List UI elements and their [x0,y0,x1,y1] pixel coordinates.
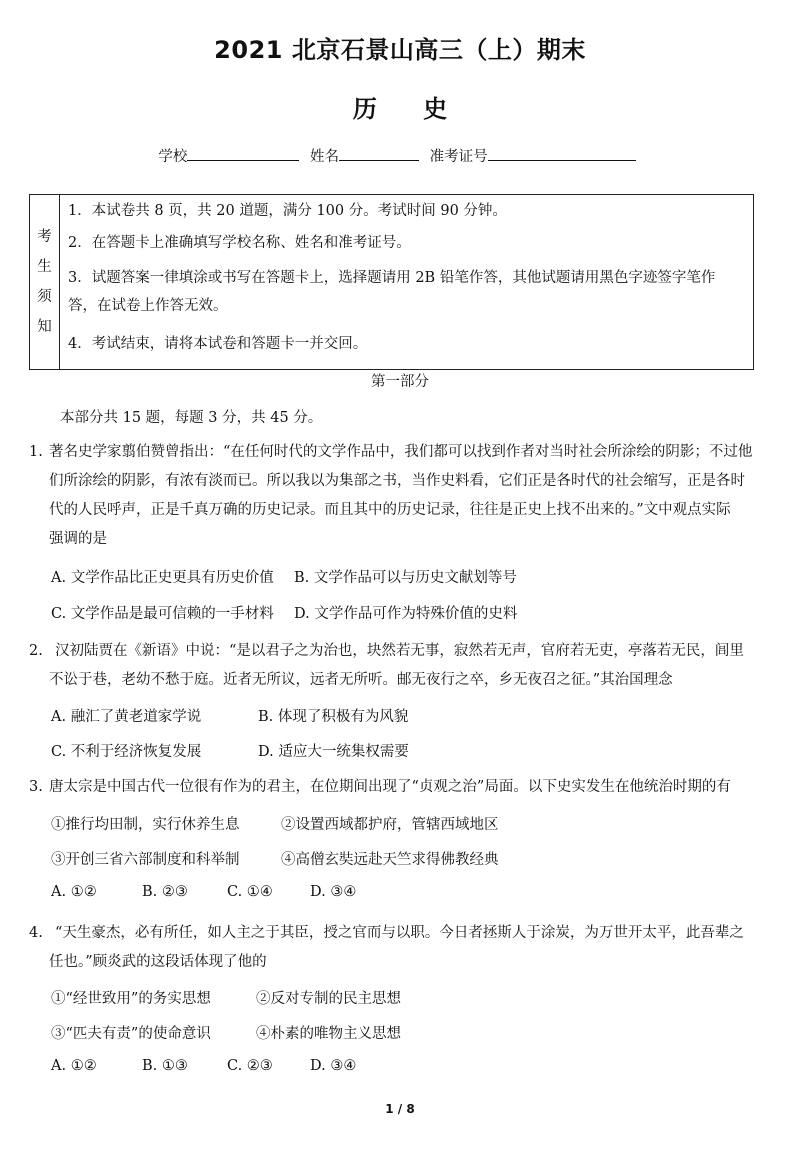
option-c: C. ②③ [227,1058,273,1074]
option-b: B. ②③ [142,884,188,900]
notice-item: 1．本试卷共 8 页，共 20 道题，满分 100 分。考试时间 90 分钟。 [68,203,507,219]
statement-item: ②设置西域都护府，管辖西域地区 [281,817,499,833]
option-b: B. 体现了积极有为风貌 [258,709,409,725]
option-d: D. ③④ [310,884,357,900]
school-label: 学校 [158,149,188,165]
question-line: “天生豪杰，必有所任，如人主之于其臣，授之官而与以职。今日者拯斯人于涂炭，为万世开太平，此吾辈之 [55,925,744,941]
question-line: 强调的是 [49,531,107,547]
notice-item: 3．试题答案一律填涂或书写在答题卡上，选择题请用 2B 铅笔作答，其他试题请用黑色字迹签字笔作 [68,270,716,286]
question-stem [49,773,774,802]
question-line: 著名史学家翦伯赞曾指出：“在任何时代的文学作品中，我们都可以找到作者对当时社会所涂绘的阴影；不过他 [49,444,753,460]
option-a: A. ①② [51,884,97,900]
option-d: D. 文学作品可作为特殊价值的史料 [294,606,518,622]
statement-item: ④高僧玄奘远赴天竺求得佛教经典 [281,852,499,868]
statement-item: ③开创三省六部制度和科举制 [51,852,240,868]
section-title: 第一部分 [371,374,429,390]
option-d: D. 适应大一统集权需要 [258,744,409,760]
option-a: A. ①② [51,1058,97,1074]
question-number: 1. [29,444,43,460]
notice-heading [30,195,60,369]
statement-item: ②反对专制的民主思想 [256,991,401,1007]
page-number: 1 / 8 [385,1102,415,1116]
subject-title: 历 史 [352,95,448,123]
section-intro: 本部分共 15 题，每题 3 分，共 45 分。 [60,410,323,426]
exam-id-label: 准考证号 [429,149,488,165]
student-info-line [0,145,800,166]
question-line: 任也。”顾炎武的这段话体现了他的 [49,954,267,970]
notice-item: 4．考试结束，请将本试卷和答题卡一并交回。 [68,336,368,352]
question-stem [49,438,774,554]
question-line: 唐太宗是中国古代一位很有作为的君主，在位期间出现了“贞观之治”局面。以下史实发生在他统治时期的有 [49,779,731,795]
exam-id-blank [488,146,636,161]
option-a: A. 文学作品比正史更具有历史价值 [51,570,274,586]
exam-notice-box [29,194,754,370]
notice-heading-char: 知 [37,319,52,335]
name-blank [339,146,419,161]
notice-heading-char: 生 [37,259,52,275]
question-line: 代的人民呼声，正是千真万确的历史记录。而且其中的历史记录，往往是正史上找不出来的。”文中观点实际 [49,502,731,518]
question-stem [49,919,780,977]
notice-item: 2．在答题卡上准确填写学校名称、姓名和准考证号。 [68,235,411,251]
notice-item: 答，在试卷上作答无效。 [68,298,228,314]
question-number: 2. [29,643,43,659]
question-line: 们所涂绘的阴影，有浓有淡而已。所以我以为集部之书，当作史料看，它们正是各时代的社会缩写，正是各时 [49,473,745,489]
option-c: C. 文学作品是最可信赖的一手材料 [51,606,274,622]
option-b: B. ①③ [142,1058,188,1074]
statement-item: ①“经世致用”的务实思想 [51,991,211,1007]
page-title: 2021 北京石景山高三（上）期末 [214,36,586,64]
school-blank [187,146,299,161]
option-c: C. ①④ [227,884,273,900]
notice-heading-char: 须 [37,289,52,305]
option-a: A. 融汇了黄老道家学说 [51,709,202,725]
statement-item: ④朴素的唯物主义思想 [256,1026,401,1042]
option-b: B. 文学作品可以与历史文献划等号 [294,570,517,586]
question-line: 汉初陆贾在《新语》中说：“是以君子之为治也，块然若无事，寂然若无声，官府若无吏，亭落若无民，闾里 [55,643,744,659]
option-c: C. 不利于经济恢复发展 [51,744,202,760]
statement-item: ③“匹夫有责”的使命意识 [51,1026,211,1042]
question-stem [49,637,780,695]
option-d: D. ③④ [310,1058,357,1074]
notice-heading-char: 考 [37,229,52,245]
question-line: 不讼于巷，老幼不愁于庭。近者无所议，远者无所听。邮无夜行之卒，乡无夜召之征。”其治国理念 [49,672,673,688]
name-label: 姓名 [310,149,339,165]
statement-item: ①推行均田制，实行休养生息 [51,817,240,833]
question-number: 4. [29,925,43,941]
question-number: 3. [29,779,43,795]
